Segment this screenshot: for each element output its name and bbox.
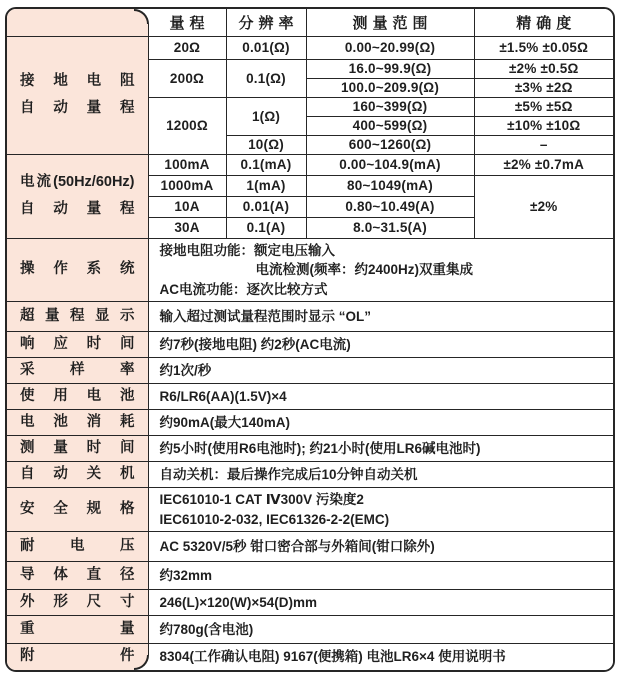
ground-row-0 bbox=[7, 36, 613, 59]
current-resolution-1: 1(mA) bbox=[226, 175, 306, 196]
spec-label-weight bbox=[7, 616, 148, 644]
spec-row-accessories bbox=[7, 644, 613, 670]
ground-resolution-0: 0.01(Ω) bbox=[226, 36, 306, 59]
spec-label-text: 重量 bbox=[20, 621, 135, 638]
header-measuring-range: 测量范围 bbox=[306, 9, 474, 36]
spec-value-auto-power-off: 自动关机：最后操作完成后10分钟自动关机 bbox=[148, 462, 613, 488]
spec-value-battery: R6/LR6(AA)(1.5V)×4 bbox=[148, 384, 613, 410]
spec-value-measuring-time: 约5小时(使用R6电池时); 约21小时(使用LR6碱电池时) bbox=[148, 436, 613, 462]
current-range-0: 100mA bbox=[148, 154, 226, 175]
current-label-line1: 电流(50Hz/60Hz) bbox=[20, 173, 135, 190]
ground-measuring-range-5: 600~1260(Ω) bbox=[306, 135, 474, 154]
spec-label-text: 耐电压 bbox=[20, 538, 135, 555]
spec-value-safety-standard bbox=[148, 488, 613, 532]
ground-resolution-1: 0.1(Ω) bbox=[226, 59, 306, 97]
ground-accuracy-0: ±1.5% ±0.05Ω bbox=[474, 36, 613, 59]
spec-label-safety-standard bbox=[7, 488, 148, 532]
spec-label-conductor-diameter bbox=[7, 562, 148, 590]
spec-label-dimensions bbox=[7, 590, 148, 616]
spec-row-dimensions bbox=[7, 590, 613, 616]
current-label bbox=[7, 154, 148, 238]
spec-label-response-time bbox=[7, 332, 148, 358]
spec-sheet bbox=[5, 7, 615, 672]
current-row-0 bbox=[7, 154, 613, 175]
operating-system-line2: 电流检测(频率：约2400Hz)双重集成 bbox=[255, 262, 474, 278]
current-resolution-0: 0.1(mA) bbox=[226, 154, 306, 175]
ground-measuring-range-0: 0.00~20.99(Ω) bbox=[306, 36, 474, 59]
header-corner-cell bbox=[7, 9, 148, 36]
spec-label-text: 导体直径 bbox=[20, 567, 135, 584]
spec-label-text: 附件 bbox=[20, 648, 135, 665]
ground-resolution-3: 1(Ω) bbox=[226, 97, 306, 135]
spec-label-text: 自动关机 bbox=[20, 465, 135, 482]
spec-value-battery-consumption: 约90mA(最大140mA) bbox=[148, 410, 613, 436]
spec-label-text: 测量时间 bbox=[20, 439, 135, 456]
ground-resistance-label bbox=[7, 36, 148, 154]
spec-row-battery-consumption bbox=[7, 410, 613, 436]
spec-label-text: 采样率 bbox=[20, 361, 135, 378]
ground-accuracy-2: ±3% ±2Ω bbox=[474, 78, 613, 97]
label-column-corner-top bbox=[134, 9, 149, 24]
ground-label-line2: 自动量程 bbox=[20, 99, 135, 116]
spec-label-withstand-voltage bbox=[7, 532, 148, 562]
header-resolution: 分辨率 bbox=[226, 9, 306, 36]
ground-label-line1: 接地电阻 bbox=[20, 72, 135, 89]
spec-row-response-time bbox=[7, 332, 613, 358]
spec-value-response-time: 约7秒(接地电阻) 约2秒(AC电流) bbox=[148, 332, 613, 358]
header-accuracy: 精确度 bbox=[474, 9, 613, 36]
spec-label-text: 操作系统 bbox=[20, 261, 135, 278]
spec-value-sampling-rate: 约1次/秒 bbox=[148, 358, 613, 384]
spec-row-auto-power-off bbox=[7, 462, 613, 488]
label-column-corner-bottom bbox=[134, 655, 149, 670]
current-label-line2: 自动量程 bbox=[20, 200, 135, 217]
spec-label-text: 超量程显示 bbox=[20, 307, 135, 324]
spec-row-measuring-time bbox=[7, 436, 613, 462]
ground-measuring-range-4: 400~599(Ω) bbox=[306, 116, 474, 135]
ground-resolution-5: 10(Ω) bbox=[226, 135, 306, 154]
spec-value-weight: 约780g(含电池) bbox=[148, 616, 613, 644]
spec-label-battery-consumption bbox=[7, 410, 148, 436]
spec-label-auto-power-off bbox=[7, 462, 148, 488]
ground-accuracy-4: ±10% ±10Ω bbox=[474, 116, 613, 135]
ground-measuring-range-2: 100.0~209.9(Ω) bbox=[306, 78, 474, 97]
current-measuring-range-0: 0.00~104.9(mA) bbox=[306, 154, 474, 175]
ground-measuring-range-3: 160~399(Ω) bbox=[306, 97, 474, 116]
ground-accuracy-3: ±5% ±5Ω bbox=[474, 97, 613, 116]
spec-value-over-range: 输入超过测试量程范围时显示 “OL” bbox=[148, 302, 613, 332]
spec-label-operating-system bbox=[7, 238, 148, 302]
spec-label-battery bbox=[7, 384, 148, 410]
spec-label-text: 电池消耗 bbox=[20, 413, 135, 430]
spec-label-text: 安全规格 bbox=[20, 500, 135, 517]
spec-label-text: 响应时间 bbox=[20, 335, 135, 352]
spec-value-conductor-diameter: 约32mm bbox=[148, 562, 613, 590]
spec-label-measuring-time bbox=[7, 436, 148, 462]
ground-range-1: 200Ω bbox=[148, 59, 226, 97]
current-range-1: 1000mA bbox=[148, 175, 226, 196]
spec-label-text: 外形尺寸 bbox=[20, 594, 135, 611]
spec-label-sampling-rate bbox=[7, 358, 148, 384]
spec-label-accessories bbox=[7, 644, 148, 670]
safety-line2: IEC61010-2-032, IEC61326-2-2(EMC) bbox=[159, 511, 390, 527]
spec-row-safety-standard bbox=[7, 488, 613, 532]
header-row bbox=[7, 9, 613, 36]
spec-value-accessories: 8304(工作确认电阻) 9167(便携箱) 电池LR6×4 使用说明书 bbox=[148, 644, 613, 670]
current-measuring-range-3: 8.0~31.5(A) bbox=[306, 217, 474, 238]
header-range: 量程 bbox=[148, 9, 226, 36]
spec-row-withstand-voltage bbox=[7, 532, 613, 562]
safety-line1: IEC61010-1 CAT Ⅳ300V 污染度2 bbox=[159, 492, 364, 508]
spec-value-withstand-voltage: AC 5320V/5秒 钳口密合部与外箱间(钳口除外) bbox=[148, 532, 613, 562]
spec-row-weight bbox=[7, 616, 613, 644]
current-accuracy-1: ±2% bbox=[474, 175, 613, 238]
spec-row-battery bbox=[7, 384, 613, 410]
ground-range-3: 1200Ω bbox=[148, 97, 226, 154]
ground-measuring-range-1: 16.0~99.9(Ω) bbox=[306, 59, 474, 78]
spec-table bbox=[7, 9, 613, 670]
operating-system-line1: 接地电阻功能：额定电压输入 bbox=[159, 242, 335, 258]
spec-label-over-range bbox=[7, 302, 148, 332]
spec-label-text: 使用电池 bbox=[20, 387, 135, 404]
current-accuracy-0: ±2% ±0.7mA bbox=[474, 154, 613, 175]
spec-row-sampling-rate bbox=[7, 358, 613, 384]
spec-row-over-range bbox=[7, 302, 613, 332]
current-range-3: 30A bbox=[148, 217, 226, 238]
spec-row-operating-system bbox=[7, 238, 613, 302]
spec-value-operating-system bbox=[148, 238, 613, 302]
spec-row-conductor-diameter bbox=[7, 562, 613, 590]
current-measuring-range-2: 0.80~10.49(A) bbox=[306, 196, 474, 217]
current-measuring-range-1: 80~1049(mA) bbox=[306, 175, 474, 196]
current-resolution-2: 0.01(A) bbox=[226, 196, 306, 217]
operating-system-line3: AC电流功能：逐次比较方式 bbox=[159, 281, 328, 297]
spec-value-dimensions: 246(L)×120(W)×54(D)mm bbox=[148, 590, 613, 616]
current-range-2: 10A bbox=[148, 196, 226, 217]
current-resolution-3: 0.1(A) bbox=[226, 217, 306, 238]
ground-range-0: 20Ω bbox=[148, 36, 226, 59]
ground-accuracy-1: ±2% ±0.5Ω bbox=[474, 59, 613, 78]
ground-accuracy-5: – bbox=[474, 135, 613, 154]
